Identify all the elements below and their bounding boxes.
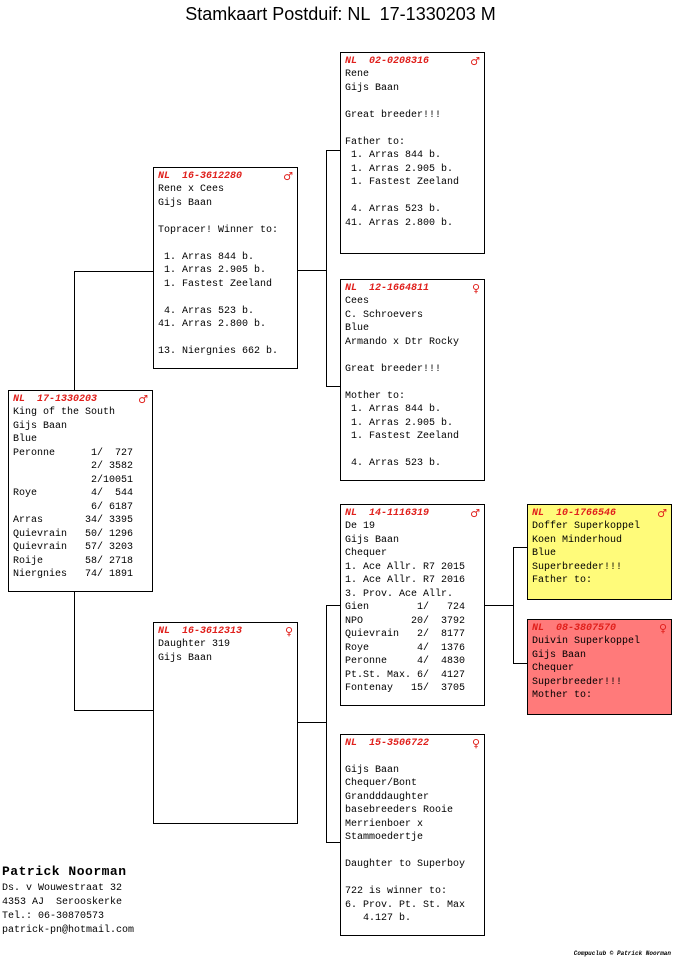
card-line: Grandddaughter [345,791,430,803]
card-line: Niergnies 74/ 1891 [13,569,134,580]
card-line: Blue [345,323,370,334]
connector-line [326,150,327,386]
pigeon-card-great-grandmother[interactable] [527,619,672,715]
pigeon-card-maternal-grandmother[interactable] [340,734,485,936]
connector-line [485,605,513,606]
card-line: Armando x Dtr Rocky [345,336,460,348]
card-line: 1. Fastest Zeeland [345,431,460,442]
connector-line [298,722,326,723]
card-line: 4.127 b. [345,913,412,924]
card-line [345,750,480,764]
card-line [158,291,293,305]
card-line: Superbreeder!!! [532,561,623,573]
card-line: Daughter to Superboy [345,859,466,870]
card-line: Stammoedertje [345,832,424,843]
connector-line [298,270,326,271]
owner-info [2,862,134,938]
card-line [345,444,480,458]
ring-number: NL 14-1116319 ♂ [345,507,480,520]
card-line: Rene x Cees [158,184,225,195]
card-line [345,122,480,136]
card-line: Gijs Baan [158,652,213,664]
card-line: Gijs Baan [13,420,68,432]
connector-line [513,547,514,663]
connector-line [326,386,340,387]
connector-line [326,150,340,151]
card-line: 1. Ace Allr. R7 2016 [345,575,466,586]
card-line: 1. Arras 2.905 b. [345,417,454,429]
ring-number: NL 08-3807570 ♀ [532,622,667,635]
page-title: Stamkaart Postduif: NL 17-1330203 M [185,4,496,24]
card-line: 6/ 6187 [13,501,134,513]
card-line: Blue [13,434,38,445]
card-line [345,349,480,363]
card-line: Quievrain 57/ 3203 [13,542,134,553]
card-line: De 19 [345,521,376,532]
card-line: 41. Arras 2.800 b. [158,319,267,330]
female-icon: ♀ [658,622,667,635]
card-line: Topracer! Winner to: [158,224,279,236]
card-line: Gijs Baan [532,649,587,661]
connector-line [326,842,340,843]
pigeon-card-paternal-grandmother[interactable] [340,279,485,481]
pigeon-card-paternal-grandfather[interactable] [340,52,485,254]
pigeon-card-maternal-grandfather[interactable] [340,504,485,706]
ring-number: NL 17-1330203 ♂ [13,393,148,406]
card-line: 1. Arras 844 b. [345,150,442,161]
footer-credit: Compuclub © Patrick Noorman [573,950,671,957]
card-line: Chequer/Bont [345,778,418,789]
card-line: 13. Niergnies 662 b. [158,346,279,357]
card-line [345,190,480,204]
card-line: 2/10051 [13,474,134,486]
ring-number: NL 15-3506722 ♀ [345,737,480,750]
card-line: Koen Minderhoud [532,534,623,546]
pigeon-card-father[interactable] [153,167,298,369]
card-line: Roije 58/ 2718 [13,555,134,567]
card-line: Chequer [345,548,388,559]
owner-postcode: 4353 AJ Serooskerke [2,897,123,908]
owner-name: Patrick Noorman [2,864,127,879]
card-line: Roye 4/ 1376 [345,642,466,654]
card-line [158,210,293,224]
card-line: Gijs Baan [158,197,213,209]
connector-line [326,605,327,842]
connector-line [326,605,340,606]
card-line: 1. Arras 2.905 b. [158,265,267,276]
ring-number: NL 10-1766546 ♂ [532,507,667,520]
owner-address: Ds. v Wouwestraat 32 [2,883,123,894]
card-line: 1. Arras 2.905 b. [345,163,454,175]
card-line: Merrienboer x [345,818,424,830]
ring-number: NL 16-3612280 ♂ [158,170,293,183]
pigeon-card-proband[interactable] [8,390,153,592]
pigeon-card-mother[interactable] [153,622,298,824]
card-line [158,332,293,346]
card-line: Gijs Baan [345,82,400,94]
card-line: Gien 1/ 724 [345,602,466,613]
card-line: NPO 20/ 3792 [345,615,466,627]
male-icon: ♂ [283,170,293,183]
card-line: Fontenay 15/ 3705 [345,683,466,694]
card-line [345,845,480,859]
female-icon: ♀ [471,737,480,750]
card-line [345,376,480,390]
male-icon: ♂ [470,507,480,520]
card-line: 1. Arras 844 b. [345,404,442,415]
card-line: Quievrain 2/ 8177 [345,629,466,640]
card-line: Father to: [532,575,593,586]
card-line: 1. Fastest Zeeland [158,278,273,290]
owner-phone: Tel.: 06-30870573 [2,911,105,922]
card-line: 2/ 3582 [13,461,134,472]
card-line: basebreeders Rooie [345,805,454,816]
card-line: 1. Fastest Zeeland [345,177,460,188]
card-line: Gijs Baan [345,764,400,776]
connector-line [74,271,153,272]
owner-email[interactable]: patrick-pn@hotmail.com [2,925,135,936]
card-line: Father to: [345,136,406,148]
card-line: 1. Ace Allr. R7 2015 [345,561,466,573]
card-line: Doffer Superkoppel [532,521,641,532]
card-line: Blue [532,548,557,559]
card-line: Gijs Baan [345,534,400,546]
card-line [345,872,480,886]
male-icon: ♂ [138,393,148,406]
card-line: Mother to: [532,690,593,701]
card-line: Peronne 1/ 727 [13,447,134,459]
female-icon: ♀ [284,625,293,638]
connector-line [513,663,527,664]
ring-number: NL 16-3612313 ♀ [158,625,293,638]
ring-number: NL 12-1664811 ♀ [345,282,480,295]
card-line: Duivin Superkoppel [532,636,641,647]
card-line [158,237,293,251]
card-line: 4. Arras 523 b. [158,305,255,317]
pigeon-card-great-grandfather[interactable] [527,504,672,600]
card-line: Great breeder!!! [345,363,442,375]
card-line: 3. Prov. Ace Allr. [345,588,454,600]
card-line: C. Schroevers [345,309,424,321]
ring-number: NL 02-0208316 ♂ [345,55,480,68]
card-line: Superbreeder!!! [532,676,623,688]
card-line: Arras 34/ 3395 [13,515,134,526]
card-line: 41. Arras 2.800 b. [345,217,454,229]
card-line: 1. Arras 844 b. [158,251,255,263]
connector-line [74,271,75,390]
connector-line [74,592,75,710]
card-line: 4. Arras 523 b. [345,458,442,469]
card-line [345,95,480,109]
card-line: Peronne 4/ 4830 [345,656,466,667]
card-line: Quievrain 50/ 1296 [13,528,134,540]
card-line: 722 is winner to: [345,886,448,897]
card-line: 4. Arras 523 b. [345,204,442,215]
card-line: Pt.St. Max. 6/ 4127 [345,669,466,681]
card-line: Great breeder!!! [345,109,442,121]
card-line: King of the South [13,407,116,418]
card-line: Cees [345,296,370,307]
connector-line [74,710,153,711]
female-icon: ♀ [471,282,480,295]
male-icon: ♂ [470,55,480,68]
card-line: Rene [345,69,370,80]
card-line: Chequer [532,663,575,674]
card-line: Roye 4/ 544 [13,488,134,499]
card-line: 6. Prov. Pt. St. Max [345,899,466,911]
male-icon: ♂ [657,507,667,520]
connector-line [513,547,527,548]
card-line: Mother to: [345,390,406,402]
card-line: Daughter 319 [158,639,231,650]
